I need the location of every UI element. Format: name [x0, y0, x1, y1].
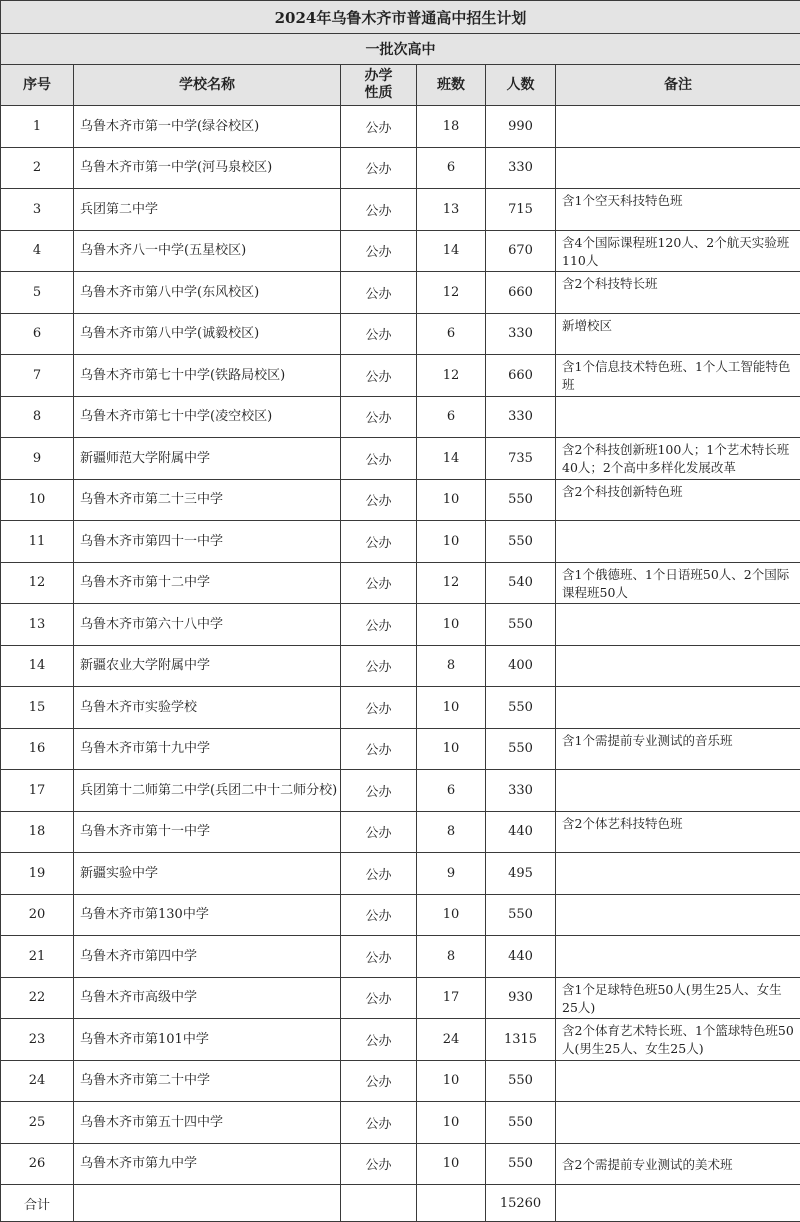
- row-school-type: 公办: [341, 1102, 417, 1144]
- row-students: 550: [486, 1060, 556, 1102]
- row-classes: 10: [417, 1102, 486, 1144]
- header-type-line2: 性质: [365, 85, 393, 101]
- row-classes: 10: [417, 1143, 486, 1185]
- row-students: 550: [486, 604, 556, 646]
- row-school-name: 乌鲁木齐市第八中学(东风校区): [74, 272, 341, 314]
- row-index: 21: [1, 936, 74, 978]
- row-school-type: 公办: [341, 936, 417, 978]
- header-classes: 班数: [417, 65, 486, 106]
- table-row: [1, 811, 800, 853]
- row-classes: 6: [417, 396, 486, 438]
- table-row: [1, 645, 800, 687]
- row-students: 550: [486, 1143, 556, 1185]
- row-note: 含2个科技创新特色班: [556, 479, 800, 521]
- row-note: [556, 106, 800, 148]
- row-school-type: 公办: [341, 770, 417, 812]
- row-classes: 18: [417, 106, 486, 148]
- row-classes: 6: [417, 313, 486, 355]
- row-school-type: 公办: [341, 977, 417, 1019]
- row-school-type: 公办: [341, 1019, 417, 1061]
- row-note: [556, 770, 800, 812]
- row-index: 18: [1, 811, 74, 853]
- row-school-name: 乌鲁木齐市第130中学: [74, 894, 341, 936]
- table-row: [1, 1060, 800, 1102]
- row-note: [556, 521, 800, 563]
- row-classes: 8: [417, 936, 486, 978]
- row-note: [556, 853, 800, 895]
- row-classes: 13: [417, 189, 486, 231]
- row-school-name: 乌鲁木齐市第七十中学(凌空校区): [74, 396, 341, 438]
- row-school-type: 公办: [341, 562, 417, 604]
- row-students: 550: [486, 894, 556, 936]
- table-row: [1, 770, 800, 812]
- row-students: 550: [486, 1102, 556, 1144]
- row-school-type: 公办: [341, 355, 417, 397]
- row-note: 含1个空天科技特色班: [556, 189, 800, 231]
- title-row: [1, 1, 800, 34]
- table-row: [1, 521, 800, 563]
- row-note: [556, 147, 800, 189]
- row-school-name: 乌鲁木齐市第五十四中学: [74, 1102, 341, 1144]
- row-index: 14: [1, 645, 74, 687]
- row-classes: 6: [417, 770, 486, 812]
- row-school-name: 乌鲁木齐市第一中学(河马泉校区): [74, 147, 341, 189]
- row-students: 400: [486, 645, 556, 687]
- table-title: 2024年乌鲁木齐市普通高中招生计划: [1, 1, 800, 34]
- header-type-line1: 办学: [365, 68, 393, 84]
- table-row: [1, 728, 800, 770]
- row-index: 1: [1, 106, 74, 148]
- row-index: 15: [1, 687, 74, 729]
- row-students: 330: [486, 770, 556, 812]
- total-row: [1, 1185, 800, 1222]
- table-row: [1, 562, 800, 604]
- row-school-type: 公办: [341, 1060, 417, 1102]
- row-students: 670: [486, 230, 556, 272]
- row-students: 550: [486, 479, 556, 521]
- table-row: [1, 313, 800, 355]
- row-students: 330: [486, 147, 556, 189]
- table-row: [1, 106, 800, 148]
- table-row: [1, 355, 800, 397]
- row-index: 9: [1, 438, 74, 480]
- row-note: 含1个足球特色班50人(男生25人、女生25人): [556, 977, 800, 1019]
- row-classes: 8: [417, 645, 486, 687]
- row-school-name: 乌鲁木齐市第六十八中学: [74, 604, 341, 646]
- row-school-type: 公办: [341, 272, 417, 314]
- table-row: [1, 1019, 800, 1061]
- table-row: [1, 230, 800, 272]
- table-row: [1, 1143, 800, 1185]
- row-index: 16: [1, 728, 74, 770]
- total-label: 合计: [1, 1185, 74, 1222]
- row-students: 330: [486, 313, 556, 355]
- table-row: [1, 1102, 800, 1144]
- header-index: 序号: [1, 65, 74, 106]
- row-index: 25: [1, 1102, 74, 1144]
- header-students: 人数: [486, 65, 556, 106]
- row-school-type: 公办: [341, 521, 417, 563]
- row-index: 7: [1, 355, 74, 397]
- row-index: 24: [1, 1060, 74, 1102]
- table-row: [1, 853, 800, 895]
- row-school-name: 新疆农业大学附属中学: [74, 645, 341, 687]
- row-classes: 8: [417, 811, 486, 853]
- table-row: [1, 977, 800, 1019]
- header-row: [1, 65, 800, 106]
- row-index: 20: [1, 894, 74, 936]
- row-students: 550: [486, 687, 556, 729]
- row-school-type: 公办: [341, 687, 417, 729]
- row-school-type: 公办: [341, 1143, 417, 1185]
- table-row: [1, 147, 800, 189]
- header-type: [341, 65, 417, 106]
- row-school-type: 公办: [341, 894, 417, 936]
- total-students: 15260: [486, 1185, 556, 1222]
- row-school-type: 公办: [341, 728, 417, 770]
- row-school-type: 公办: [341, 811, 417, 853]
- row-classes: 14: [417, 438, 486, 480]
- batch-label: 一批次高中: [1, 34, 800, 65]
- row-school-name: 乌鲁木齐市第九中学: [74, 1143, 341, 1185]
- row-students: 550: [486, 521, 556, 563]
- row-students: 735: [486, 438, 556, 480]
- row-note: 含2个科技创新班100人；1个艺术特长班40人；2个高中多样化发展改革: [556, 438, 800, 480]
- row-students: 1315: [486, 1019, 556, 1061]
- row-school-type: 公办: [341, 645, 417, 687]
- row-note: [556, 645, 800, 687]
- row-school-name: 兵团第二中学: [74, 189, 341, 231]
- total-empty-type: [341, 1185, 417, 1222]
- row-note: [556, 894, 800, 936]
- row-school-type: 公办: [341, 396, 417, 438]
- header-school: 学校名称: [74, 65, 341, 106]
- row-index: 22: [1, 977, 74, 1019]
- row-note: 含1个信息技术特色班、1个人工智能特色班: [556, 355, 800, 397]
- row-school-name: 乌鲁木齐市第十二中学: [74, 562, 341, 604]
- row-note: [556, 1102, 800, 1144]
- row-school-type: 公办: [341, 853, 417, 895]
- row-classes: 10: [417, 894, 486, 936]
- row-school-type: 公办: [341, 230, 417, 272]
- table-row: [1, 936, 800, 978]
- table-row: [1, 189, 800, 231]
- row-note: 含2个体育艺术特长班、1个篮球特色班50人(男生25人、女生25人): [556, 1019, 800, 1061]
- row-index: 11: [1, 521, 74, 563]
- row-school-type: 公办: [341, 604, 417, 646]
- row-school-name: 乌鲁木齐市第四中学: [74, 936, 341, 978]
- row-students: 660: [486, 272, 556, 314]
- row-students: 440: [486, 936, 556, 978]
- row-classes: 14: [417, 230, 486, 272]
- row-school-name: 乌鲁木齐市第八中学(诚毅校区): [74, 313, 341, 355]
- total-empty-classes: [417, 1185, 486, 1222]
- row-students: 715: [486, 189, 556, 231]
- table-row: [1, 479, 800, 521]
- row-school-name: 乌鲁木齐市高级中学: [74, 977, 341, 1019]
- total-empty-school: [74, 1185, 341, 1222]
- row-classes: 10: [417, 1060, 486, 1102]
- table-row: [1, 396, 800, 438]
- row-school-name: 兵团第十二师第二中学(兵团二中十二师分校): [74, 770, 341, 812]
- row-note: 含2个需提前专业测试的美术班: [556, 1143, 800, 1185]
- table-row: [1, 894, 800, 936]
- row-note: [556, 604, 800, 646]
- row-school-name: 乌鲁木齐八一中学(五星校区): [74, 230, 341, 272]
- row-classes: 10: [417, 604, 486, 646]
- row-students: 930: [486, 977, 556, 1019]
- row-index: 6: [1, 313, 74, 355]
- row-classes: 17: [417, 977, 486, 1019]
- row-school-type: 公办: [341, 189, 417, 231]
- row-school-name: 乌鲁木齐市第二十中学: [74, 1060, 341, 1102]
- row-students: 495: [486, 853, 556, 895]
- row-classes: 9: [417, 853, 486, 895]
- row-index: 2: [1, 147, 74, 189]
- row-note: 含2个体艺科技特色班: [556, 811, 800, 853]
- row-school-name: 乌鲁木齐市第101中学: [74, 1019, 341, 1061]
- table-row: [1, 604, 800, 646]
- row-index: 13: [1, 604, 74, 646]
- row-classes: 24: [417, 1019, 486, 1061]
- row-index: 3: [1, 189, 74, 231]
- row-classes: 10: [417, 728, 486, 770]
- row-index: 8: [1, 396, 74, 438]
- row-note: [556, 1060, 800, 1102]
- row-school-name: 乌鲁木齐市第二十三中学: [74, 479, 341, 521]
- row-school-name: 乌鲁木齐市实验学校: [74, 687, 341, 729]
- row-classes: 10: [417, 687, 486, 729]
- row-school-name: 乌鲁木齐市第四十一中学: [74, 521, 341, 563]
- table-row: [1, 272, 800, 314]
- row-students: 550: [486, 728, 556, 770]
- row-note: 含1个俄德班、1个日语班50人、2个国际课程班50人: [556, 562, 800, 604]
- row-classes: 12: [417, 272, 486, 314]
- row-index: 19: [1, 853, 74, 895]
- table-row: [1, 438, 800, 480]
- row-school-name: 乌鲁木齐市第十九中学: [74, 728, 341, 770]
- row-index: 17: [1, 770, 74, 812]
- row-note: [556, 687, 800, 729]
- header-notes: 备注: [556, 65, 800, 106]
- row-students: 330: [486, 396, 556, 438]
- row-school-type: 公办: [341, 147, 417, 189]
- row-index: 10: [1, 479, 74, 521]
- row-index: 12: [1, 562, 74, 604]
- row-school-name: 乌鲁木齐市第一中学(绿谷校区): [74, 106, 341, 148]
- total-empty-note: [556, 1185, 800, 1222]
- row-school-name: 新疆实验中学: [74, 853, 341, 895]
- row-students: 540: [486, 562, 556, 604]
- row-students: 990: [486, 106, 556, 148]
- row-classes: 6: [417, 147, 486, 189]
- row-school-type: 公办: [341, 313, 417, 355]
- row-school-type: 公办: [341, 438, 417, 480]
- row-school-name: 乌鲁木齐市第十一中学: [74, 811, 341, 853]
- row-index: 5: [1, 272, 74, 314]
- batch-row: [1, 34, 800, 65]
- row-students: 660: [486, 355, 556, 397]
- row-students: 440: [486, 811, 556, 853]
- row-index: 4: [1, 230, 74, 272]
- row-note: [556, 396, 800, 438]
- row-school-name: 新疆师范大学附属中学: [74, 438, 341, 480]
- row-school-type: 公办: [341, 106, 417, 148]
- row-school-name: 乌鲁木齐市第七十中学(铁路局校区): [74, 355, 341, 397]
- row-index: 26: [1, 1143, 74, 1185]
- row-note: 含1个需提前专业测试的音乐班: [556, 728, 800, 770]
- row-note: 新增校区: [556, 313, 800, 355]
- row-classes: 12: [417, 562, 486, 604]
- row-classes: 12: [417, 355, 486, 397]
- row-note: 含4个国际课程班120人、2个航天实验班110人: [556, 230, 800, 272]
- row-classes: 10: [417, 479, 486, 521]
- row-classes: 10: [417, 521, 486, 563]
- row-note: [556, 936, 800, 978]
- table-row: [1, 687, 800, 729]
- row-note: 含2个科技特长班: [556, 272, 800, 314]
- row-index: 23: [1, 1019, 74, 1061]
- row-school-type: 公办: [341, 479, 417, 521]
